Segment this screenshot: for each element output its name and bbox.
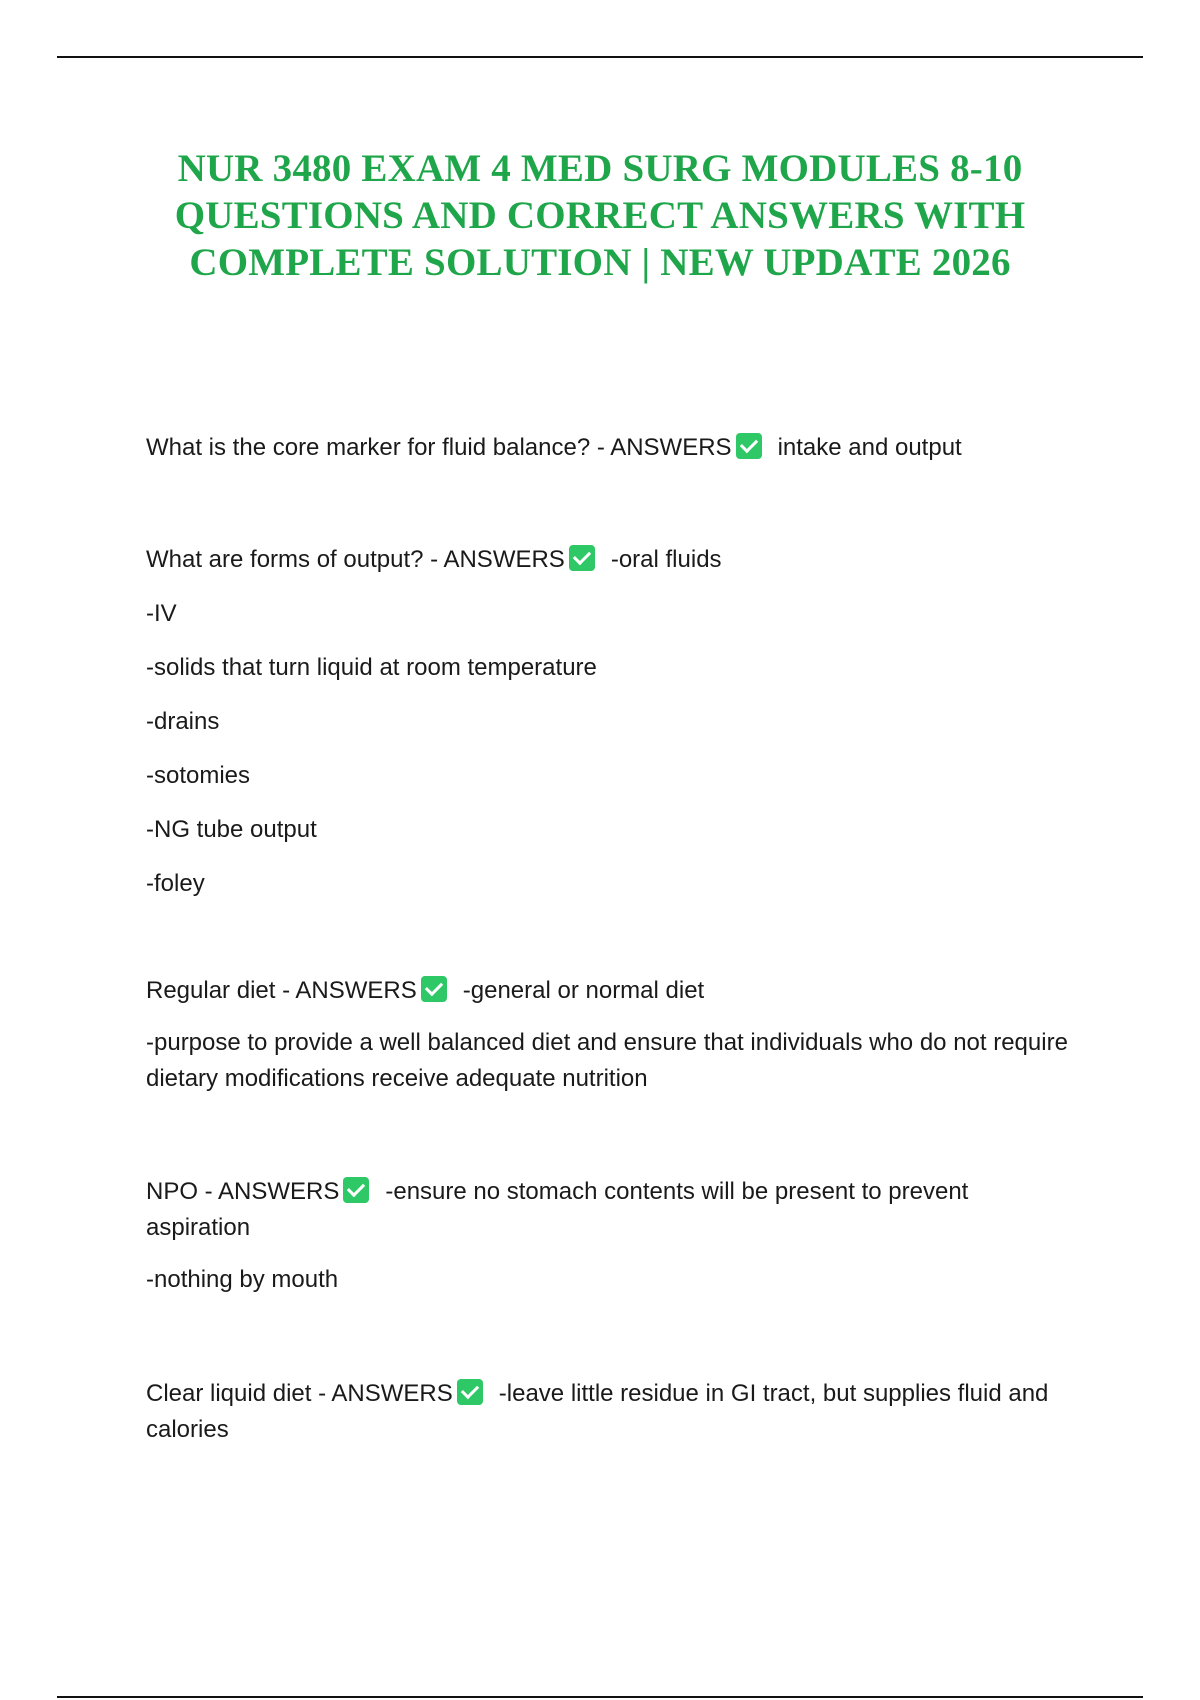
question-text: Clear liquid diet - ANSWERS [146,1380,453,1407]
answer-text: -oral fluids [610,546,722,573]
document-title [100,145,1100,286]
answer-text: -ensure no stomach contents will be present to prevent aspiration [146,1178,969,1241]
qa-item [146,1376,1076,1448]
check-box-icon [569,545,595,571]
answer-line: -NG tube output [146,816,317,843]
check-box-icon [457,1379,483,1405]
qa-item [146,430,1076,466]
answer-line: -solids that turn liquid at room temperature [146,654,597,681]
question-text: NPO - ANSWERS [146,1178,340,1205]
qa-first-line [146,542,1076,578]
check-box-icon [421,976,447,1002]
answer-line: -drains [146,708,220,735]
question-text: Regular diet - ANSWERS [146,977,417,1004]
top-rule [57,56,1143,58]
check-box-icon [343,1177,369,1203]
answer-line: -IV [146,600,177,627]
answer-text: -leave little residue in GI tract, but supplies fluid and calories [146,1380,1049,1443]
qa-first-line [146,1376,1076,1448]
title-line: COMPLETE SOLUTION | NEW UPDATE 2026 [189,241,1011,284]
question-text: What is the core marker for fluid balance? - ANSWERS [146,434,732,461]
qa-item [146,1174,1076,1298]
title-line: QUESTIONS AND CORRECT ANSWERS WITH [174,194,1026,237]
answer-text: intake and output [777,434,962,461]
title-line: NUR 3480 EXAM 4 MED SURG MODULES 8-10 [177,147,1023,190]
answer-text: -general or normal diet [462,977,705,1004]
qa-item [146,973,1076,1097]
answer-line: -sotomies [146,762,251,789]
answer-line: -purpose to provide a well balanced diet and ensure that individuals who do not require dietary modifications receive adequate nutrition [146,1029,1068,1092]
qa-first-line [146,973,1076,1009]
qa-first-line [146,430,1076,466]
qa-item [146,542,1076,902]
check-box-icon [736,433,762,459]
bottom-rule [57,1696,1143,1698]
answer-line: -nothing by mouth [146,1266,339,1293]
answer-line: -foley [146,870,205,897]
qa-first-line [146,1174,1076,1246]
question-text: What are forms of output? - ANSWERS [146,546,565,573]
